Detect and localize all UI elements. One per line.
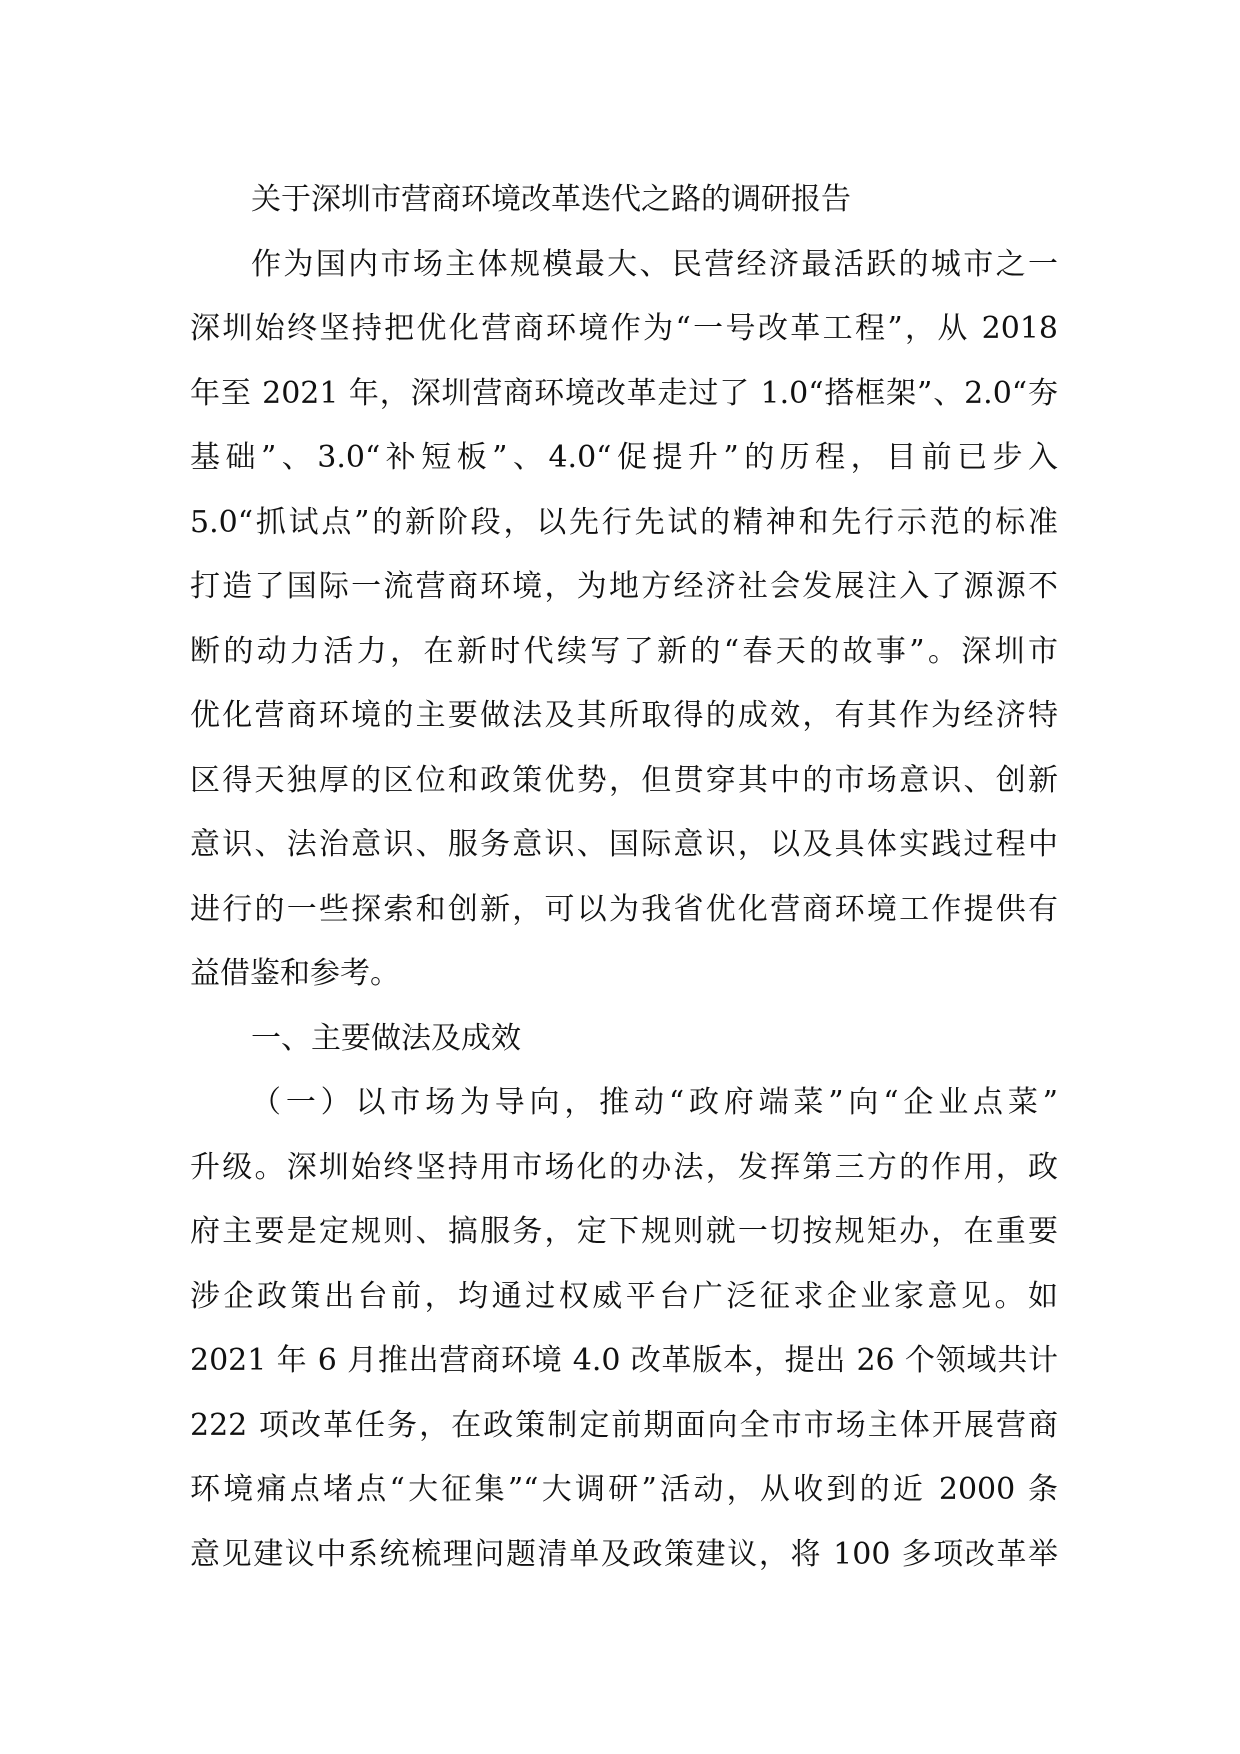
text-line: 环境痛点堵点“大征集”“大调研”活动，从收到的近 2000 条 [190,1472,1058,1507]
document-body [190,168,1058,1587]
text-line: 基础”、3.0“补短板”、4.0“促提升”的历程，目前已步入 [190,440,1058,475]
text-line: 益借鉴和参考。 [190,956,400,991]
text-line: 222 项改革任务，在政策制定前期面向全市市场主体开展营商 [190,1407,1058,1443]
text-line: 年至 2021 年，深圳营商环境改革走过了 1.0“搭框架”、2.0“夯 [190,375,1058,411]
document-title: 关于深圳市营商环境改革迭代之路的调研报告 [251,182,851,217]
text-line: 打造了国际一流营商环境，为地方经济社会发展注入了源源不 [190,569,1058,604]
text-line: 5.0“抓试点”的新阶段，以先行先试的精神和先行示范的标准 [190,504,1058,540]
text-line: 2021 年 6 月推出营商环境 4.0 改革版本，提出 26 个领域共计 [190,1343,1058,1378]
text-line: 断的动力活力，在新时代续写了新的“春天的故事”。深圳市 [190,633,1058,669]
section-heading: 一、主要做法及成效 [251,1020,521,1056]
text-line: 府主要是定规则、搞服务，定下规则就一切按规矩办，在重要 [190,1214,1058,1249]
text-line: 意识、法治意识、服务意识、国际意识，以及具体实践过程中 [190,827,1058,862]
text-line: 区得天独厚的区位和政策优势，但贯穿其中的市场意识、创新 [190,762,1058,798]
text-line: 涉企政策出台前，均通过权威平台广泛征求企业家意见。如 [190,1278,1058,1314]
paragraph-section1 [190,1071,1058,1587]
text-line: （一）以市场为导向，推动“政府端菜”向“企业点菜” [251,1085,1058,1120]
text-line: 作为国内市场主体规模最大、民营经济最活跃的城市之一 [251,246,1058,282]
paragraph-intro [190,233,1058,1007]
text-line: 升级。深圳始终坚持用市场化的办法，发挥第三方的作用，政 [190,1149,1058,1185]
text-line: 深圳始终坚持把优化营商环境作为“一号改革工程”，从 2018 [190,311,1058,346]
text-line: 意见建议中系统梳理问题清单及政策建议，将 100 多项改革举 [190,1536,1058,1572]
text-line: 优化营商环境的主要做法及其所取得的成效，有其作为经济特 [190,698,1058,733]
text-line: 进行的一些探索和创新，可以为我省优化营商环境工作提供有 [190,891,1058,927]
